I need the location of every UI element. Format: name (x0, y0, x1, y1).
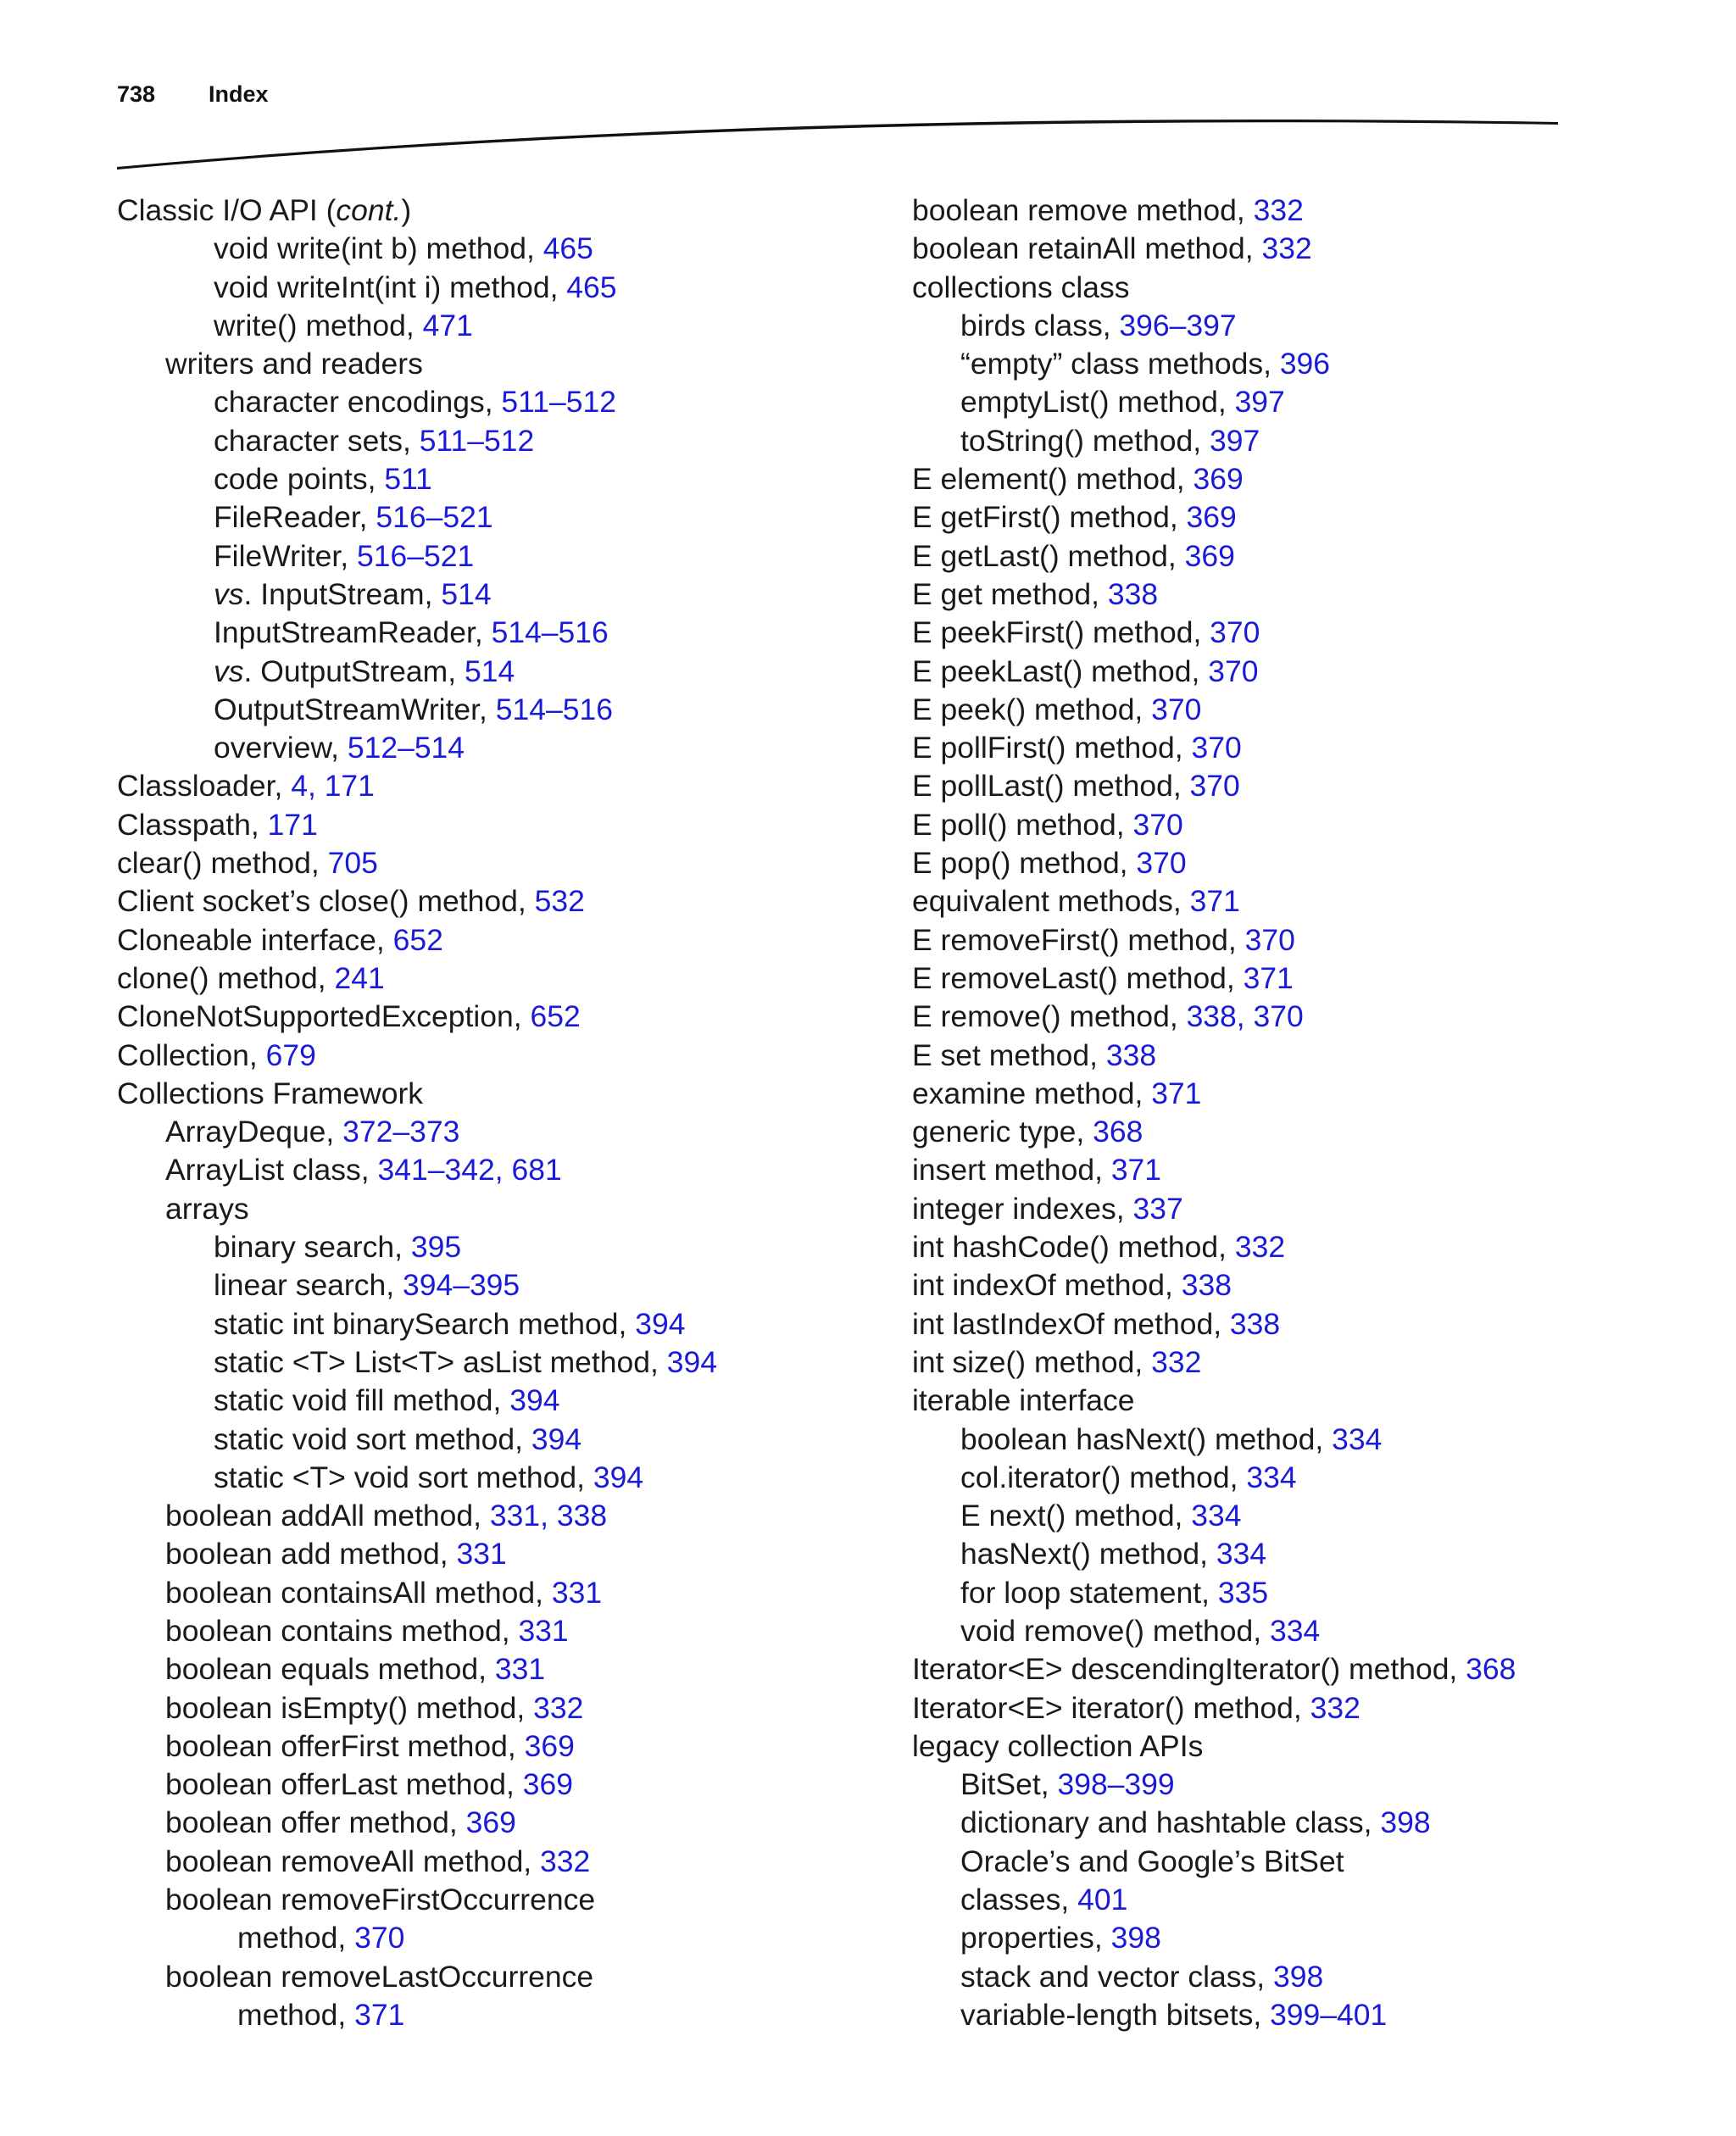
index-entry (117, 1574, 880, 1612)
page-reference[interactable]: 511–512 (501, 385, 616, 420)
page-reference[interactable]: 334 (1216, 1537, 1267, 1571)
index-entry (117, 1497, 880, 1535)
page-reference[interactable]: 397 (1209, 423, 1260, 458)
entry-text: legacy collection APIs (912, 1728, 1204, 1763)
page-reference[interactable]: 394 (635, 1306, 686, 1341)
entry-text: arrays (165, 1191, 249, 1226)
entry-text: variable-length bitsets, (960, 1997, 1271, 2032)
entry-text: classes, (960, 1883, 1078, 1917)
page-reference[interactable]: 371 (1189, 884, 1240, 919)
page-reference[interactable]: 394 (593, 1460, 644, 1494)
entry-text: OutputStreamWriter, (214, 692, 496, 726)
index-entry (912, 960, 1709, 998)
entry-text: boolean contains method, (165, 1613, 519, 1648)
index-entry (912, 806, 1709, 844)
page-reference[interactable]: 331 (551, 1575, 603, 1610)
page-reference[interactable]: 338, 370 (1186, 999, 1304, 1034)
index-entry (912, 192, 1709, 230)
page-reference[interactable]: 652 (392, 922, 443, 957)
entry-text: int indexOf method, (912, 1268, 1182, 1303)
entry-text: Classpath, (117, 807, 268, 842)
index-entry (912, 1421, 1709, 1459)
page-reference[interactable]: 396–397 (1119, 308, 1237, 342)
index-entry (117, 1151, 880, 1189)
index-entry (912, 1382, 1709, 1420)
page-reference[interactable]: 337 (1132, 1191, 1183, 1226)
page-reference[interactable]: 397 (1234, 385, 1285, 420)
page-reference[interactable]: 334 (1246, 1460, 1297, 1494)
index-entry (912, 307, 1709, 345)
entry-text: FileReader, (214, 500, 376, 535)
page-reference[interactable]: 394 (531, 1421, 582, 1456)
index-entry (117, 960, 880, 998)
index-entry (117, 1421, 880, 1459)
entry-text: E getFirst() method, (912, 500, 1187, 535)
index-entry (117, 422, 880, 460)
index-entry (912, 537, 1709, 576)
entry-text: boolean removeFirstOccurrence (165, 1883, 596, 1917)
page-reference[interactable]: 332 (1261, 231, 1312, 266)
page-reference[interactable]: 368 (1466, 1652, 1516, 1687)
index-entry (912, 998, 1709, 1036)
page-reference[interactable]: 332 (540, 1844, 591, 1878)
entry-text: boolean hasNext() method, (960, 1421, 1333, 1456)
entry-text: overview, (214, 731, 348, 765)
page-reference[interactable]: 511 (384, 462, 432, 497)
page-reference[interactable]: 331 (456, 1537, 507, 1571)
index-entry (912, 1612, 1709, 1650)
index-entry (912, 729, 1709, 767)
entry-text: boolean offer method, (165, 1805, 466, 1840)
entry-text: E remove() method, (912, 999, 1187, 1034)
page-reference[interactable]: 396 (1279, 347, 1331, 381)
page-reference[interactable]: 334 (1270, 1613, 1321, 1648)
page-reference[interactable]: 399–401 (1270, 1997, 1388, 2032)
index-entry (117, 1689, 880, 1727)
index-entry (912, 1727, 1709, 1766)
index-entry (912, 1497, 1709, 1535)
entry-text: E element() method, (912, 462, 1194, 497)
index-entry (117, 345, 880, 383)
entry-text: E set method, (912, 1037, 1106, 1072)
index-entry (912, 1037, 1709, 1075)
page-reference[interactable]: 332 (1310, 1690, 1360, 1725)
entry-text: method, (237, 1997, 355, 2032)
page-reference[interactable]: 331 (494, 1652, 546, 1687)
entry-text: write() method, (214, 308, 423, 342)
entry-text: E pollFirst() method, (912, 731, 1192, 765)
index-entry (117, 1958, 880, 1996)
entry-text: E peek() method, (912, 692, 1152, 726)
index-entry (117, 1919, 880, 1957)
entry-text: E poll() method, (912, 807, 1133, 842)
entry-text: clear() method, (117, 846, 328, 881)
header-rule (0, 0, 1736, 186)
page-reference[interactable]: 341–342, 681 (377, 1153, 562, 1188)
index-entry (912, 1113, 1709, 1151)
entry-text: void write(int b) method, (214, 231, 543, 266)
index-entry (117, 383, 880, 421)
page-reference[interactable]: 514 (464, 654, 515, 688)
page-reference[interactable]: 516–521 (356, 538, 475, 573)
page-reference[interactable]: 370 (1136, 846, 1187, 881)
entry-text: boolean retainAll method, (912, 231, 1262, 266)
page-reference[interactable]: 465 (566, 270, 617, 304)
page-reference[interactable]: 338 (1181, 1268, 1232, 1303)
entry-text: clone() method, (117, 960, 335, 995)
page-reference[interactable]: 679 (265, 1037, 316, 1072)
page-reference[interactable]: 371 (1243, 960, 1294, 995)
page-reference[interactable]: 514–516 (495, 692, 613, 726)
index-entry (117, 1612, 880, 1650)
index-entry (117, 921, 880, 960)
entry-text: void writeInt(int i) method, (214, 270, 567, 304)
entry-text: Classic I/O API ( (117, 193, 337, 227)
page-reference[interactable]: 338 (1107, 576, 1159, 611)
index-entry (912, 1689, 1709, 1727)
entry-emphasis: cont. (336, 193, 402, 227)
entry-text: insert method, (912, 1153, 1111, 1188)
page-reference[interactable]: 370 (1244, 922, 1295, 957)
index-entry (117, 1727, 880, 1766)
index-entry (912, 1190, 1709, 1228)
index-entry (117, 998, 880, 1036)
index-entry (912, 422, 1709, 460)
page-reference[interactable]: 395 (410, 1230, 462, 1265)
entry-text: E removeLast() method, (912, 960, 1244, 995)
entry-text: static void fill method, (214, 1383, 510, 1418)
index-entry (117, 1075, 880, 1113)
index-entry (117, 1843, 880, 1881)
index-entry (117, 1305, 880, 1343)
page-reference[interactable]: 394 (509, 1383, 560, 1418)
page-reference[interactable]: 369 (1186, 500, 1237, 535)
entry-text: E pollLast() method, (912, 769, 1190, 804)
index-entry (117, 653, 880, 691)
index-entry (912, 1766, 1709, 1804)
page-reference[interactable]: 370 (1151, 692, 1202, 726)
index-entry (912, 269, 1709, 307)
page-reference[interactable]: 471 (422, 308, 473, 342)
page-reference[interactable]: 398 (1272, 1959, 1324, 1994)
page-reference[interactable]: 369 (524, 1728, 575, 1763)
index-entry (912, 576, 1709, 614)
entry-text: dictionary and hashtable class, (960, 1805, 1381, 1840)
index-entry (117, 460, 880, 498)
entry-emphasis: vs (214, 654, 244, 688)
index-entry (117, 844, 880, 882)
page-reference[interactable]: 370 (1191, 731, 1242, 765)
index-entry (912, 614, 1709, 652)
entry-text: integer indexes, (912, 1191, 1133, 1226)
entry-text: boolean isEmpty() method, (165, 1690, 534, 1725)
page-reference[interactable]: 334 (1332, 1421, 1383, 1456)
index-entry (117, 1266, 880, 1304)
entry-text: BitSet, (960, 1767, 1058, 1802)
index-entry (912, 691, 1709, 729)
entry-text: boolean removeAll method, (165, 1844, 541, 1878)
entry-text: binary search, (214, 1230, 411, 1265)
entry-text: static <T> List<T> asList method, (214, 1344, 667, 1379)
page-reference[interactable]: 241 (334, 960, 385, 995)
index-entry (912, 1574, 1709, 1612)
page-reference[interactable]: 332 (533, 1690, 584, 1725)
index-entry (912, 844, 1709, 882)
index-entry (117, 806, 880, 844)
entry-text: Collections Framework (117, 1076, 424, 1110)
page-reference[interactable]: 514 (441, 576, 492, 611)
page-reference[interactable]: 370 (354, 1921, 405, 1955)
index-entry (912, 1305, 1709, 1343)
page-reference[interactable]: 331 (518, 1613, 569, 1648)
index-entry (912, 653, 1709, 691)
page-reference[interactable]: 371 (1110, 1153, 1162, 1188)
index-entry (117, 1881, 880, 1919)
index-column-left (117, 192, 880, 2034)
entry-text: character sets, (214, 423, 420, 458)
entry-text: collections class (912, 270, 1130, 304)
entry-text: E peekLast() method, (912, 654, 1209, 688)
entry-text: Iterator<E> iterator() method, (912, 1690, 1310, 1725)
index-entry (117, 1113, 880, 1151)
index-entry (912, 1996, 1709, 2034)
entry-text: static void sort method, (214, 1421, 531, 1456)
entry-text: hasNext() method, (960, 1537, 1216, 1571)
page-reference[interactable]: 370 (1132, 807, 1183, 842)
page-reference[interactable]: 370 (1208, 654, 1259, 688)
page-reference[interactable]: 371 (354, 1997, 405, 2032)
page-reference[interactable]: 369 (522, 1767, 573, 1802)
index-entry (912, 921, 1709, 960)
index-entry (117, 882, 880, 921)
page-reference[interactable]: 369 (465, 1805, 516, 1840)
index-entry (117, 1766, 880, 1804)
entry-text: ) (401, 193, 412, 227)
index-entry (117, 729, 880, 767)
entry-text: examine method, (912, 1076, 1152, 1110)
entry-text: Classloader, (117, 769, 292, 804)
index-entry (912, 1843, 1709, 1881)
index-entry (117, 1459, 880, 1497)
index-entry (117, 1535, 880, 1573)
index-entry (117, 269, 880, 307)
section-title: Index (209, 81, 269, 107)
index-entry (117, 691, 880, 729)
index-entry (117, 307, 880, 345)
page-reference[interactable]: 331, 338 (489, 1499, 608, 1533)
index-entry (117, 1037, 880, 1075)
entry-text: CloneNotSupportedException, (117, 999, 531, 1034)
page-reference[interactable]: 369 (1184, 538, 1235, 573)
index-entry (117, 1190, 880, 1228)
entry-text: boolean containsAll method, (165, 1575, 552, 1610)
page-reference[interactable]: 512–514 (347, 731, 465, 765)
entry-text: emptyList() method, (960, 385, 1235, 420)
entry-text: boolean add method, (165, 1537, 457, 1571)
page-reference[interactable]: 332 (1234, 1230, 1286, 1265)
entry-text: birds class, (960, 308, 1120, 342)
index-entry (912, 345, 1709, 383)
page-reference[interactable]: 514–516 (491, 615, 609, 650)
entry-text: int size() method, (912, 1344, 1152, 1379)
page-reference[interactable]: 370 (1210, 615, 1260, 650)
entry-text: E get method, (912, 576, 1108, 611)
entry-text: linear search, (214, 1268, 403, 1303)
entry-text: equivalent methods, (912, 884, 1190, 919)
index-entry (912, 1535, 1709, 1573)
index-entry (117, 498, 880, 537)
entry-emphasis: vs (214, 576, 244, 611)
page-reference[interactable]: 334 (1191, 1499, 1242, 1533)
entry-text: int hashCode() method, (912, 1230, 1235, 1265)
page-number: 738 (117, 81, 156, 107)
page-reference[interactable]: 332 (1253, 193, 1304, 227)
entry-text: “empty” class methods, (960, 347, 1280, 381)
entry-text: E peekFirst() method, (912, 615, 1210, 650)
entry-text: properties, (960, 1921, 1111, 1955)
page-reference[interactable]: 338 (1105, 1037, 1157, 1072)
page-reference[interactable]: 398–399 (1057, 1767, 1175, 1802)
page-reference[interactable]: 705 (327, 846, 378, 881)
page-reference[interactable]: 369 (1193, 462, 1244, 497)
page-reference[interactable]: 398 (1110, 1921, 1161, 1955)
index-entry (912, 1075, 1709, 1113)
page-reference[interactable]: 338 (1229, 1306, 1281, 1341)
entry-text: method, (237, 1921, 355, 1955)
index-entry (117, 230, 880, 268)
index-entry (117, 576, 880, 614)
index-entry (912, 460, 1709, 498)
page-reference[interactable]: 652 (530, 999, 581, 1034)
index-entry (912, 1919, 1709, 1957)
entry-text: E pop() method, (912, 846, 1137, 881)
entry-text: FileWriter, (214, 538, 357, 573)
page-reference[interactable]: 394–395 (402, 1268, 520, 1303)
page-reference[interactable]: 401 (1077, 1883, 1128, 1917)
index-entry (117, 1804, 880, 1842)
entry-text: . OutputStream, (243, 654, 465, 688)
entry-text: generic type, (912, 1115, 1093, 1149)
index-entry (912, 383, 1709, 421)
index-column-right (912, 192, 1709, 2034)
page-reference[interactable]: 371 (1151, 1076, 1202, 1110)
index-entry (912, 1881, 1709, 1919)
index-entry (117, 614, 880, 652)
index-entry (117, 1228, 880, 1266)
page-reference[interactable]: 516–521 (376, 500, 493, 535)
index-entry (117, 1996, 880, 2034)
index-entry (912, 1266, 1709, 1304)
index-entry (117, 767, 880, 805)
index-entry (912, 1228, 1709, 1266)
page-reference[interactable]: 368 (1093, 1115, 1143, 1149)
entry-text: col.iterator() method, (960, 1460, 1247, 1494)
index-entry (912, 1958, 1709, 1996)
entry-text: Iterator<E> descendingIterator() method, (912, 1652, 1466, 1687)
page-reference[interactable]: 4, 171 (291, 769, 375, 804)
index-entry (912, 1459, 1709, 1497)
index-entry (912, 1343, 1709, 1382)
page-reference[interactable]: 372–373 (342, 1115, 460, 1149)
entry-text: int lastIndexOf method, (912, 1306, 1230, 1341)
page-reference[interactable]: 465 (542, 231, 593, 266)
index-entry (912, 498, 1709, 537)
index-entry (912, 1650, 1709, 1688)
entry-text: ArrayList class, (165, 1153, 378, 1188)
index-entry (912, 767, 1709, 805)
page-reference[interactable]: 394 (666, 1344, 717, 1379)
index-entry (117, 1343, 880, 1382)
entry-text: stack and vector class, (960, 1959, 1273, 1994)
page-reference[interactable]: 370 (1189, 769, 1240, 804)
entry-text: static int binarySearch method, (214, 1306, 636, 1341)
entry-text: Cloneable interface, (117, 922, 393, 957)
entry-text: . InputStream, (243, 576, 442, 611)
entry-text: boolean offerLast method, (165, 1767, 523, 1802)
entry-text: InputStreamReader, (214, 615, 492, 650)
page-reference[interactable]: 398 (1380, 1805, 1431, 1840)
entry-text: static <T> void sort method, (214, 1460, 593, 1494)
entry-text: E next() method, (960, 1499, 1192, 1533)
index-entry (912, 1804, 1709, 1842)
entry-text: Collection, (117, 1037, 266, 1072)
page-reference[interactable]: 171 (267, 807, 318, 842)
entry-text: iterable interface (912, 1383, 1135, 1418)
entry-text: ArrayDeque, (165, 1115, 343, 1149)
index-entry (912, 882, 1709, 921)
page-reference[interactable]: 511–512 (419, 423, 535, 458)
page-reference[interactable]: 335 (1217, 1575, 1269, 1610)
entry-text: character encodings, (214, 385, 502, 420)
entry-text: writers and readers (165, 347, 423, 381)
entry-text: Oracle’s and Google’s BitSet (960, 1844, 1344, 1878)
page-reference[interactable]: 332 (1151, 1344, 1202, 1379)
entry-text: boolean remove method, (912, 193, 1254, 227)
page-reference[interactable]: 532 (534, 884, 585, 919)
entry-text: E removeFirst() method, (912, 922, 1245, 957)
index-entry (912, 1151, 1709, 1189)
entry-text: boolean removeLastOccurrence (165, 1959, 594, 1994)
index-entry (117, 1382, 880, 1420)
entry-text: boolean offerFirst method, (165, 1728, 525, 1763)
entry-text: code points, (214, 462, 385, 497)
entry-text: void remove() method, (960, 1613, 1271, 1648)
index-entry (117, 1650, 880, 1688)
entry-text: toString() method, (960, 423, 1210, 458)
entry-text: for loop statement, (960, 1575, 1218, 1610)
index-entry (912, 230, 1709, 268)
entry-text: boolean equals method, (165, 1652, 495, 1687)
entry-text: Client socket’s close() method, (117, 884, 535, 919)
entry-text: boolean addAll method, (165, 1499, 490, 1533)
index-entry (117, 537, 880, 576)
entry-text: E getLast() method, (912, 538, 1185, 573)
index-entry (117, 192, 880, 230)
